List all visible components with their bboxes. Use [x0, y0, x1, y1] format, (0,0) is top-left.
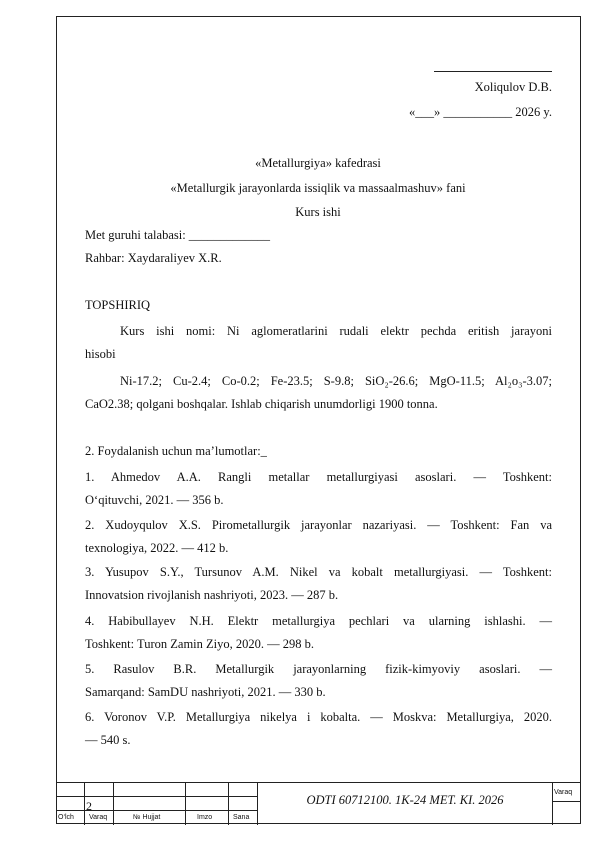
reference-3-line2: Innovatsion rivojlanish nashriyoti, 2023. — 287 b.: [85, 588, 339, 602]
document-code: ODTI 60712100. 1K-24 MET. KI. 2026: [306, 793, 504, 807]
col-olch: O‘lch: [58, 814, 74, 821]
reference-3-line1: 3. Yusupov S.Y., Tursunov A.M. Nikel va kobalt metallurgiyasi. — Toshkent:: [85, 565, 552, 579]
reference-5-line2: Samarqand: SamDU nashriyoti, 2021. — 330 b.: [85, 685, 326, 699]
subject-title: «Metallurgik jarayonlarda issiqlik va massaalmashuv» fani: [170, 181, 466, 195]
references-heading: 2. Foydalanish uchun ma’lumotlar:_: [85, 444, 267, 458]
reference-6-line2: — 540 s.: [85, 733, 131, 747]
col-varaq: Varaq: [89, 814, 108, 821]
task-heading: TOPSHIRIQ: [85, 298, 151, 312]
approver-name: Xoliqulov D.B.: [474, 80, 552, 94]
task-composition-line1: Ni-17.2; Cu-2.4; Co-0.2; Fe-23.5; S-9.8; SiO₂-26.6; MgO-11.5; Al₂o₃-3.07;: [120, 374, 552, 388]
task-topic-line2: hisobi: [85, 347, 116, 361]
page-frame: [56, 16, 581, 824]
reference-1-line2: O‘qituvchi, 2021. — 356 b.: [85, 493, 224, 507]
department-title: «Metallurgiya» kafedrasi: [255, 156, 381, 170]
approval-date: «___» ___________ 2026 y.: [409, 105, 552, 119]
reference-2-line1: 2. Xudoyqulov X.S. Pirometallurgik jarayonlar nazariyasi. — Toshkent: Fan va: [85, 518, 552, 532]
col-imzo: Imzo: [197, 814, 213, 821]
task-topic-line1: Kurs ishi nomi: Ni aglomeratlarini rudali elektr pechda eritish jarayoni: [120, 324, 552, 338]
student-line: Met guruhi talabasi: _____________: [85, 228, 271, 242]
reference-6-line1: 6. Voronov V.P. Metallurgiya nikelya i kobalta. — Moskva: Metallurgiya, 2020.: [85, 710, 552, 724]
task-composition-line2: CaO2.38; qolgani boshqalar. Ishlab chiqarish unumdorligi 1900 tonna.: [85, 397, 438, 411]
col-hujjat: № Hujjat: [133, 814, 161, 821]
signature-line: [434, 71, 552, 72]
reference-2-line2: texnologiya, 2022. — 412 b.: [85, 541, 229, 555]
reference-4-line2: Toshkent: Turon Zamin Ziyo, 2020. — 298 b.: [85, 637, 314, 651]
reference-1-line1: 1. Ahmedov A.A. Rangli metallar metallurgiyasi asoslari. — Toshkent:: [85, 470, 552, 484]
reference-5-line1: 5. Rasulov B.R. Metallurgik jarayonlarning fizik-kimyoviy asoslari. —: [85, 662, 552, 676]
supervisor-line: Rahbar: Xaydaraliyev X.R.: [85, 251, 222, 265]
page-number: 2: [86, 799, 92, 813]
work-type: Kurs ishi: [295, 205, 341, 219]
reference-4-line1: 4. Habibullayev N.H. Elektr metallurgiya pechlari va ularning ishlashi. —: [85, 614, 552, 628]
varaq-label: Varaq: [554, 789, 573, 796]
col-sana: Sana: [233, 814, 250, 821]
